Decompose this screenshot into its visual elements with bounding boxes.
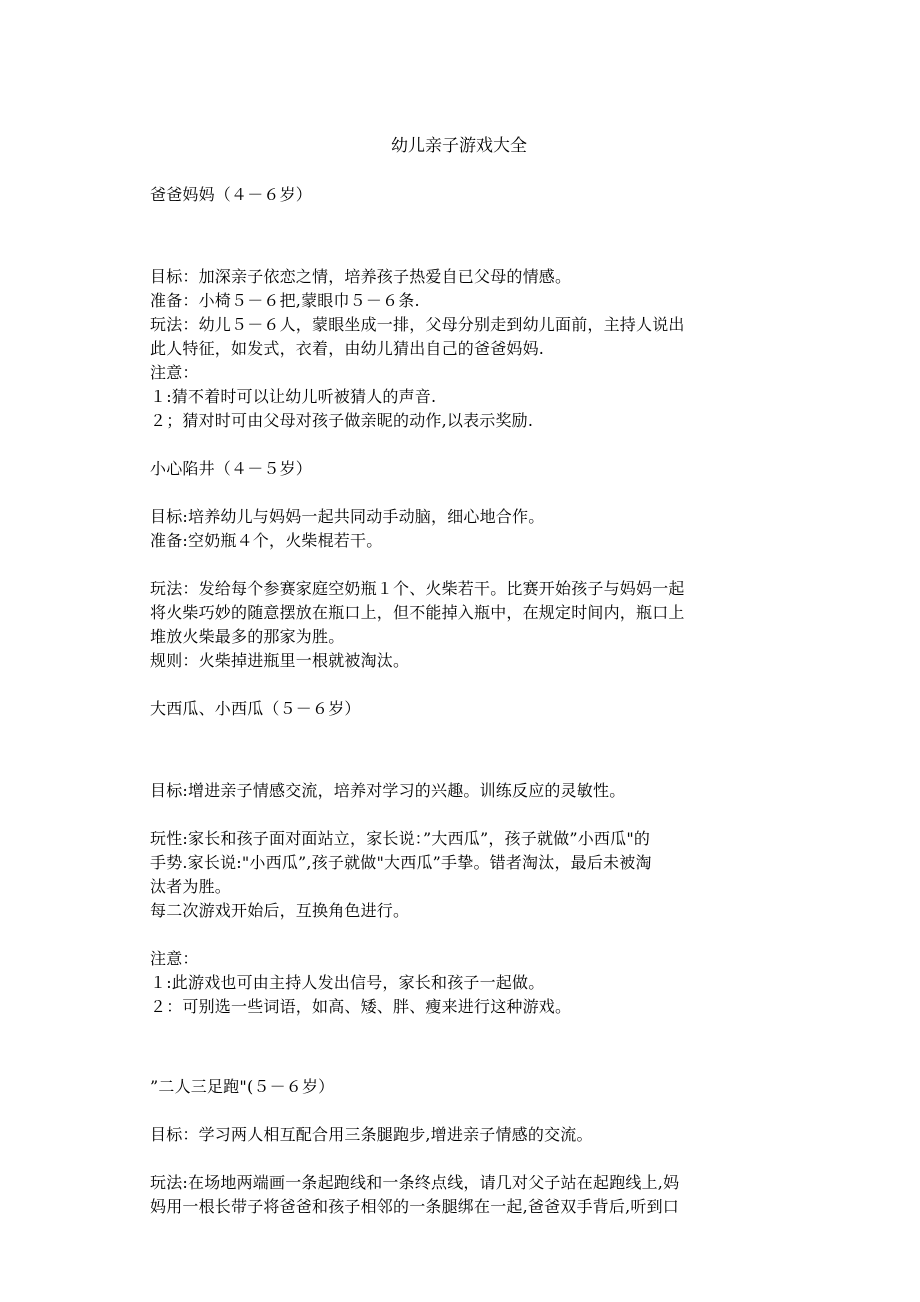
spacer — [150, 923, 768, 947]
game2-prep: 准备:空奶瓶４个，火柴棍若干。 — [150, 531, 383, 550]
game1-play-line2: 此人特征，如发式，衣着，由幼儿猜出自己的爸爸妈妈. — [150, 339, 545, 358]
game1-goal: 目标：加深亲子依恋之情，培养孩子热爱自已父母的情感。 — [150, 267, 572, 286]
game2-play-line2: 将火柴巧妙的随意摆放在瓶口上，但不能掉入瓶中，在规定时间内，瓶口上 — [150, 603, 685, 622]
game3-goal: 目标:增进亲子情感交流，培养对学习的兴趣。训练反应的灵敏性。 — [150, 781, 626, 800]
game4-play-line2: 妈用一根长带子将爸爸和孩子相邻的一条腿绑在一起,爸爸双手背后,听到口 — [150, 1197, 679, 1216]
game3-play-line2: 手势.家长说:"小西瓜”,孩子就做"大西瓜”手挚。错者淘汰，最后未被淘 — [150, 853, 652, 872]
spacer — [150, 1099, 768, 1123]
game4-play-line1: 玩法:在场地两端画一条起跑线和一条终点线，请几对父子站在起跑线上,妈 — [150, 1173, 680, 1192]
spacer — [150, 721, 768, 755]
game1-note-1: １:猜不着时可以让幼儿听被猜人的声音. — [150, 387, 437, 406]
game1-play-line1: 玩法：幼儿５－６人，蒙眼坐成一排，父母分别走到幼儿面前，主持人说出 — [150, 315, 685, 334]
spacer — [150, 433, 768, 457]
spacer — [150, 481, 768, 505]
game4-goal: 目标：学习两人相互配合用三条腿跑步,增进亲子情感的交流。 — [150, 1125, 593, 1144]
game4-heading: ”二人三足跑"(５－６岁） — [150, 1077, 335, 1096]
game2-play-line3: 堆放火柴最多的那家为胜。 — [150, 627, 345, 646]
spacer — [150, 803, 768, 827]
game2-rule: 规则：火柴掉进瓶里一根就被淘汰。 — [150, 651, 410, 670]
game3-heading: 大西瓜、小西瓜（５－６岁） — [150, 699, 361, 718]
game3-note-label: 注意： — [150, 949, 199, 968]
spacer — [150, 207, 768, 241]
game3-play-line1: 玩性:家长和孩子面对面站立，家长说：”大西瓜”，孩子就做”小西瓜"的 — [150, 829, 651, 848]
game3-play-line3: 汰者为胜。 — [150, 877, 232, 896]
game3-play-line4: 每二次游戏开始后，互换角色进行。 — [150, 901, 410, 920]
game3-note-2: ２：可别选一些词语，如高、矮、胖、瘦来进行这种游戏。 — [150, 997, 572, 1016]
spacer — [150, 1147, 768, 1171]
game1-note-label: 注意： — [150, 363, 199, 382]
spacer — [150, 755, 768, 779]
document-body — [150, 133, 768, 1219]
spacer — [150, 241, 768, 265]
spacer — [150, 673, 768, 697]
document-title: 幼儿亲子游戏大全 — [391, 136, 527, 156]
spacer — [150, 553, 768, 577]
game1-note-2: ２；猜对时可由父母对孩子做亲昵的动作,以表示奖励. — [150, 411, 534, 430]
spacer — [150, 1053, 768, 1075]
game1-heading: 爸爸妈妈（４－６岁） — [150, 185, 313, 204]
game3-note-1: １:此游戏也可由主持人发出信号，家长和孩子一起做。 — [150, 973, 545, 992]
game2-play-line1: 玩法：发给每个参赛家庭空奶瓶１个、火柴若干。比赛开始孩子与妈妈一起 — [150, 579, 685, 598]
game1-prep: 准备：小椅５－６把,蒙眼巾５－６条. — [150, 291, 420, 310]
game2-heading: 小心陷井（４－５岁） — [150, 459, 313, 478]
game2-goal: 目标:培养幼儿与妈妈一起共同动手动脑，细心地合作。 — [150, 507, 545, 526]
spacer — [150, 1019, 768, 1053]
